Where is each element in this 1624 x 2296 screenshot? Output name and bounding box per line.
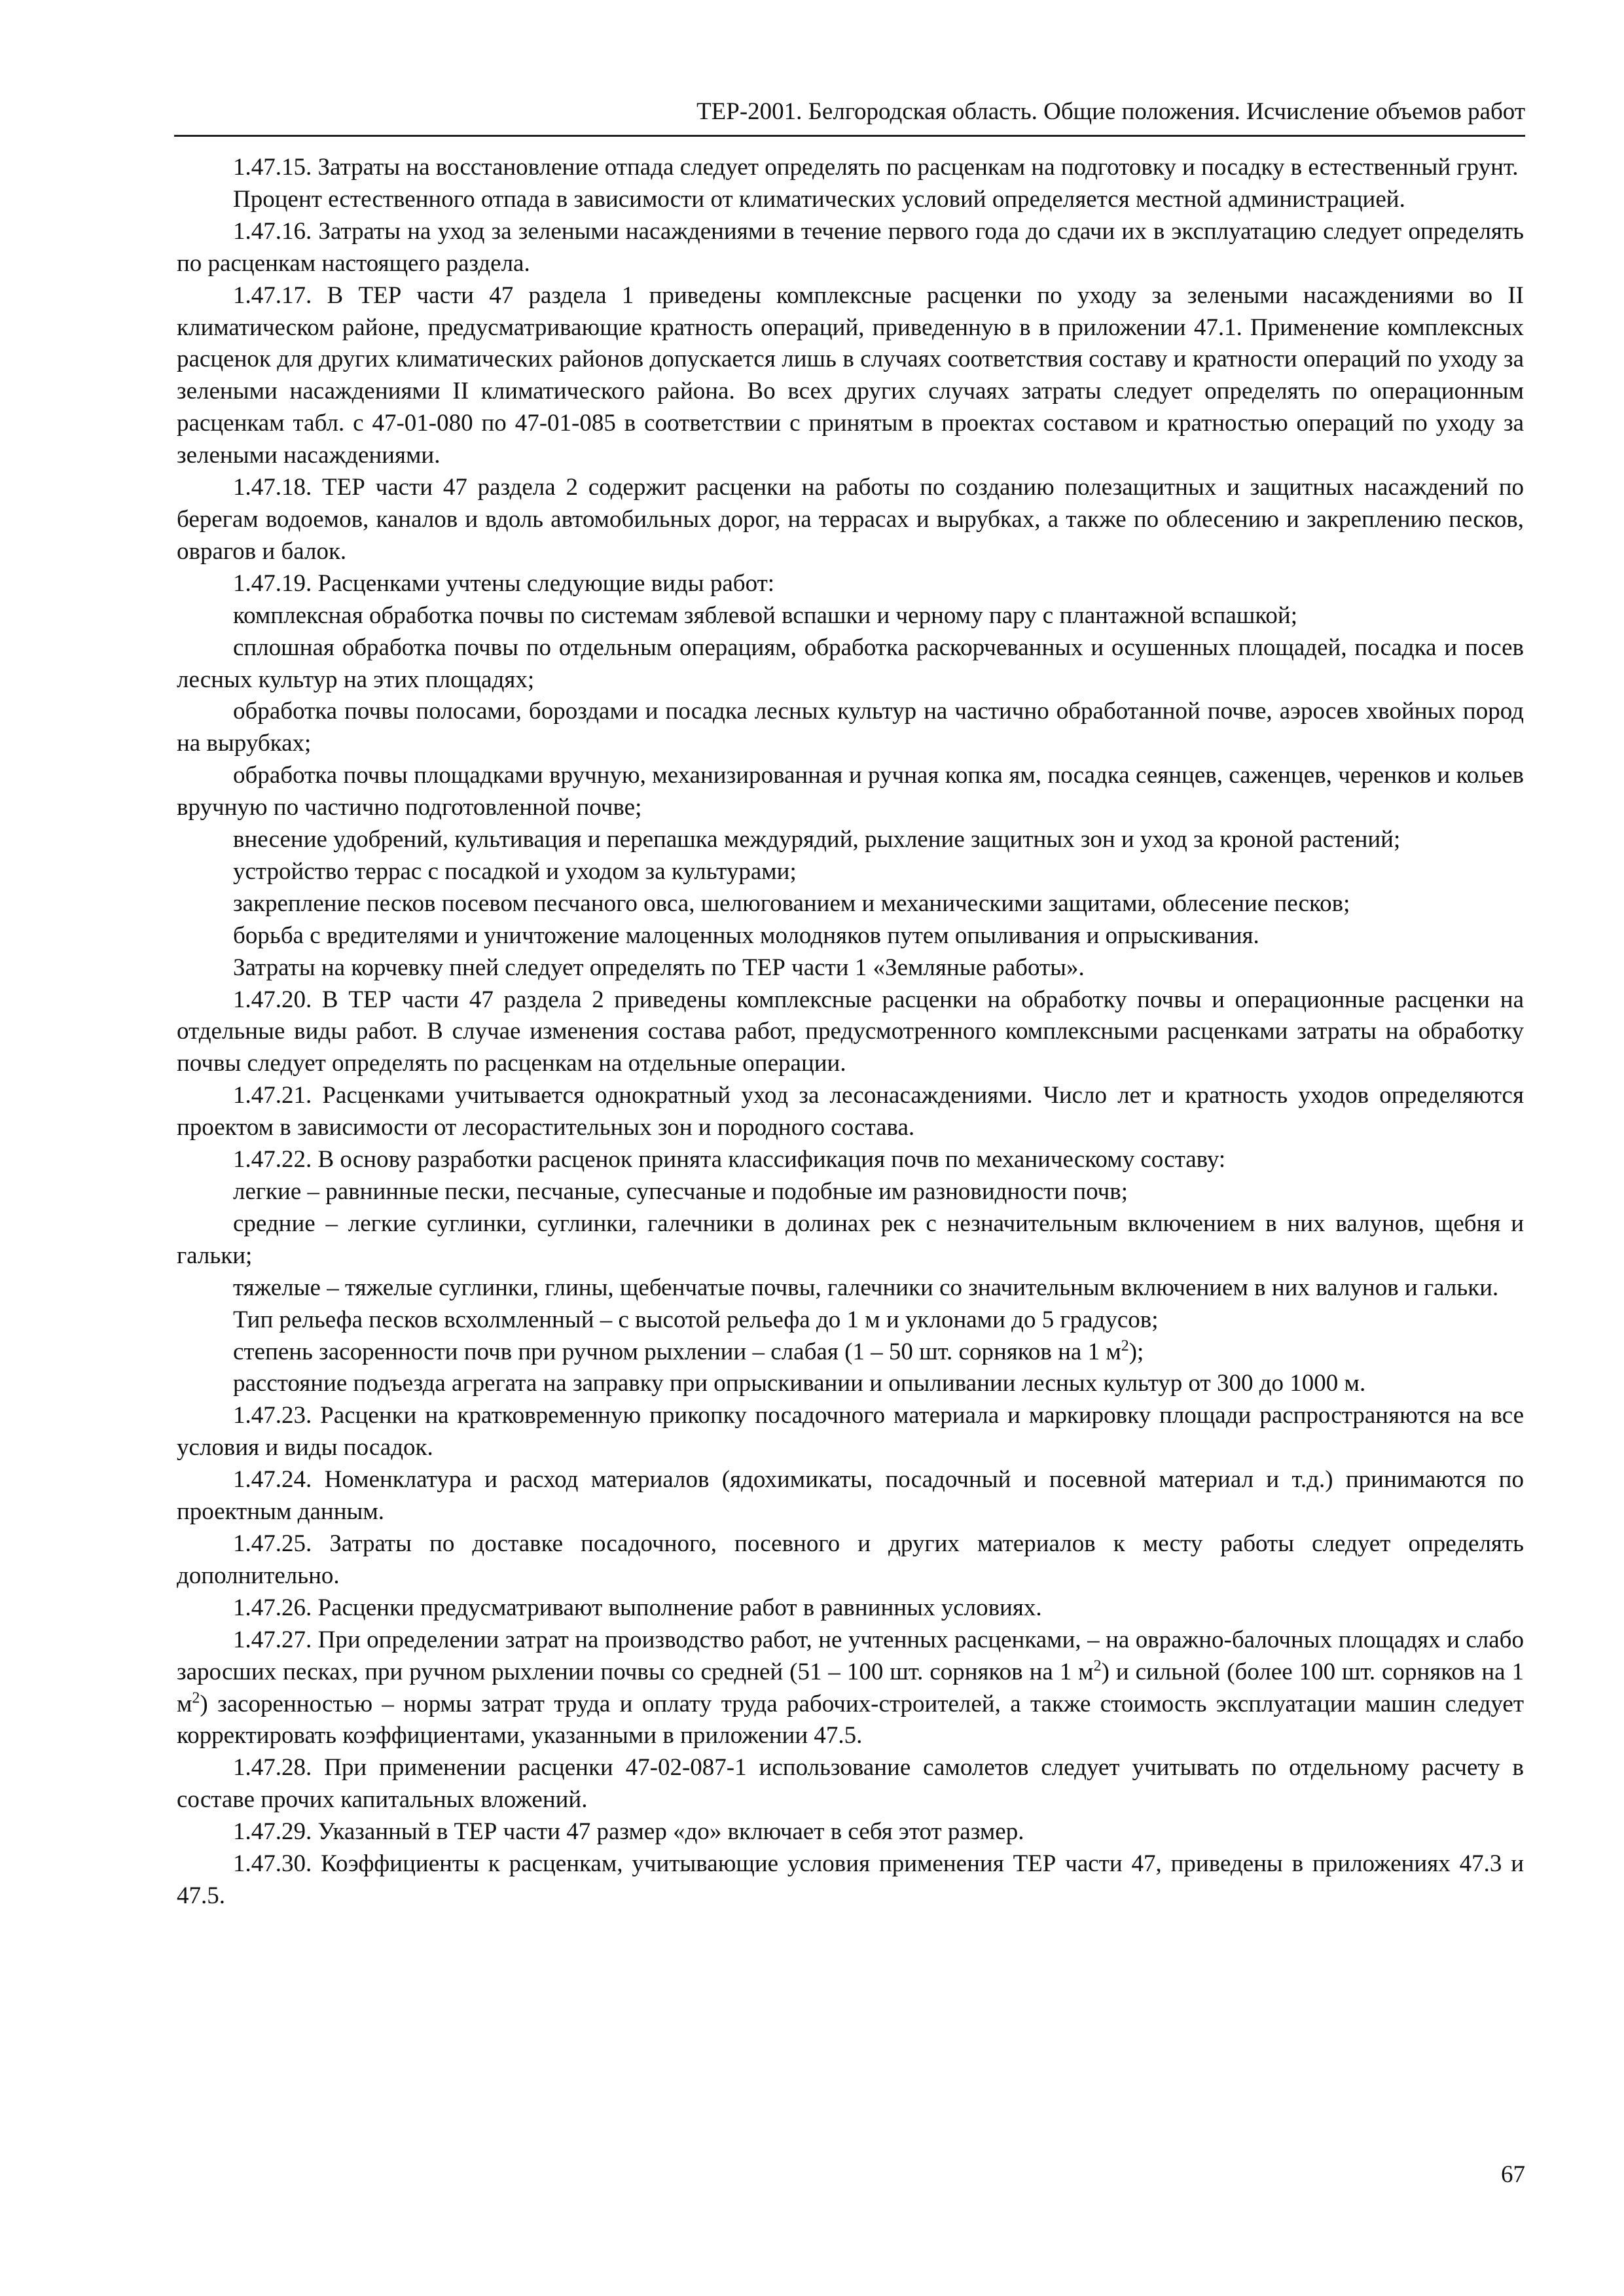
paragraph-1-47-15: 1.47.15. Затраты на восстановление отпада следует определять по расценкам на подготовку и посадку в естественный грунт.: [233, 154, 1519, 181]
list-item: Тип рельефа песков всхолмленный – с высотой рельефа до 1 м и уклонами до 5 градусов;: [233, 1306, 1159, 1333]
list-item: сплошная обработка почвы по отдельным операциям, обработка раскорчеванных и осушенных площадей, посадка и посев лесных культур на этих площадях;: [177, 634, 1524, 693]
list-item: обработка почвы полосами, бороздами и посадка лесных культур на частично обработанной почве, аэросев хвойных пород на вырубках;: [177, 698, 1524, 757]
header-title: ТЕР-2001. Белгородская область. Общие положения. Исчисление объемов работ: [696, 98, 1525, 125]
paragraph-1-47-30: 1.47.30. Коэффициенты к расценкам, учитывающие условия применения ТЕР части 47, приведены в приложениях 47.3 и 47.5.: [177, 1850, 1524, 1909]
paragraph-1-47-16: 1.47.16. Затраты на уход за зелеными насаждениями в течение первого года до сдачи их в эксплуатацию следует определять по расценкам настоящего раздела.: [177, 217, 1524, 277]
paragraph-1-47-17: 1.47.17. В ТЕР части 47 раздела 1 приведены комплексные расценки по уходу за зелеными насаждениями во II климатическом районе, предусматривающие кратность операций, приведенную в в приложении 47.1. Применение комплексных расценок для других климатических районов допускается лишь в случаях соответствия составу и кратности операций по уходу за зелеными насаждениями II климатического района. Во всех других случаях затраты следует определять по операционным расценкам табл. с 47-01-080 по 47-01-085 в соответствии с принятым в проектах составом и кратностью операций по уходу за зелеными насаждениями.: [177, 281, 1524, 469]
list-item: внесение удобрений, культивация и перепашка междурядий, рыхление защитных зон и уход за кроной растений;: [233, 826, 1401, 853]
paragraph-1-47-25: 1.47.25. Затраты по доставке посадочного, посевного и других материалов к месту работы следует определять дополнительно.: [177, 1530, 1524, 1589]
paragraph-1-47-21: 1.47.21. Расценками учитывается однократный уход за лесонасаждениями. Число лет и кратность уходов определяются проектом в зависимости от лесорастительных зон и породного состава.: [177, 1082, 1524, 1141]
document-body: [177, 152, 1524, 1912]
list-item: устройство террас с посадкой и уходом за культурами;: [233, 857, 797, 885]
list-item: легкие – равнинные пески, песчаные, супесчаные и подобные им разновидности почв;: [233, 1178, 1128, 1205]
paragraph-1-47-26: 1.47.26. Расценки предусматривают выполнение работ в равнинных условиях.: [233, 1594, 1042, 1621]
list-item: степень засоренности почв при ручном рыхлении – слабая (1 – 50 шт. сорняков на 1 $м^2$);: [233, 1337, 1144, 1365]
paragraph-1-47-23: 1.47.23. Расценки на кратковременную прикопку посадочного материала и маркировку площади распространяются на все условия и виды посадок.: [177, 1402, 1524, 1462]
paragraph-1-47-19: 1.47.19. Расценками учтены следующие виды работ:: [233, 569, 775, 597]
list-item: закрепление песков посевом песчаного овса, шелюгованием и механическими защитами, облесение песков;: [233, 889, 1350, 917]
list-item: обработка почвы площадками вручную, механизированная и ручная копка ям, посадка сеянцев, саженцев, черенков и кольев вручную по частично подготовленной почве;: [177, 762, 1524, 821]
paragraph-1-47-27: 1.47.27. При определении затрат на производство работ, не учтенных расценками, – на овражно-балочных площадях и слабо заросших песках, при ручном рыхлении почвы со средней (51 – 100 шт. сорняков на 1 $м^2$) и сильной (более 100 шт. сорняков на 1 $м^2$) засоренностью – нормы затрат труда и оплату труда рабочих-строителей, а также стоимость эксплуатации машин следует корректировать коэффициентами, указанными в приложении 47.5.: [177, 1626, 1524, 1749]
paragraph-1-47-20: 1.47.20. В ТЕР части 47 раздела 2 приведены комплексные расценки на обработку почвы и операционные расценки на отдельные виды работ. В случае изменения состава работ, предусмотренного комплексными расценками затраты на обработку почвы следует определять по расценкам на отдельные операции.: [177, 986, 1524, 1077]
paragraph-1-47-18: 1.47.18. ТЕР части 47 раздела 2 содержит расценки на работы по созданию полезащитных и защитных насаждений по берегам водоемов, каналов и вдоль автомобильных дорог, на террасах и вырубках, а также по облесению и закреплению песков, оврагов и балок.: [177, 474, 1524, 565]
page-number: 67: [1501, 2161, 1525, 2188]
list-item: средние – легкие суглинки, суглинки, галечники в долинах рек с незначительным включением в них валунов, щебня и гальки;: [177, 1210, 1524, 1269]
superscript-two: 2: [1093, 1657, 1102, 1675]
paragraph-1-47-29: 1.47.29. Указанный в ТЕР части 47 размер «до» включает в себя этот размер.: [233, 1818, 1024, 1846]
paragraph-1-47-22: 1.47.22. В основу разработки расценок принята классификация почв по механическому составу:: [233, 1146, 1226, 1174]
superscript-two: 2: [192, 1689, 200, 1707]
paragraph-natural-loss: Процент естественного отпада в зависимости от климатических условий определяется местной администрацией.: [233, 185, 1405, 213]
page-header: [174, 96, 1525, 137]
list-item: борьба с вредителями и уничтожение малоценных молодняков путем опыливания и опрыскивания.: [233, 922, 1259, 949]
paragraph-stump-removal: Затраты на корчевку пней следует определять по ТЕР части 1 «Земляные работы».: [233, 954, 1085, 981]
list-item: комплексная обработка почвы по системам зяблевой вспашки и черному пару с плантажной вспашкой;: [233, 601, 1297, 629]
superscript-two: 2: [1121, 1337, 1129, 1355]
list-item: расстояние подъезда агрегата на заправку при опрыскивании и опыливании лесных культур от 300 до 1000 м.: [233, 1370, 1366, 1397]
list-item: тяжелые – тяжелые суглинки, глины, щебенчатые почвы, галечники со значительным включением в них валунов и гальки.: [233, 1274, 1499, 1301]
paragraph-1-47-24: 1.47.24. Номенклатура и расход материалов (ядохимикаты, посадочный и посевной материал и т.д.) принимаются по проектным данным.: [177, 1466, 1524, 1526]
paragraph-1-47-28: 1.47.28. При применении расценки 47-02-087-1 использование самолетов следует учитывать по отдельному расчету в составе прочих капитальных вложений.: [177, 1754, 1524, 1814]
